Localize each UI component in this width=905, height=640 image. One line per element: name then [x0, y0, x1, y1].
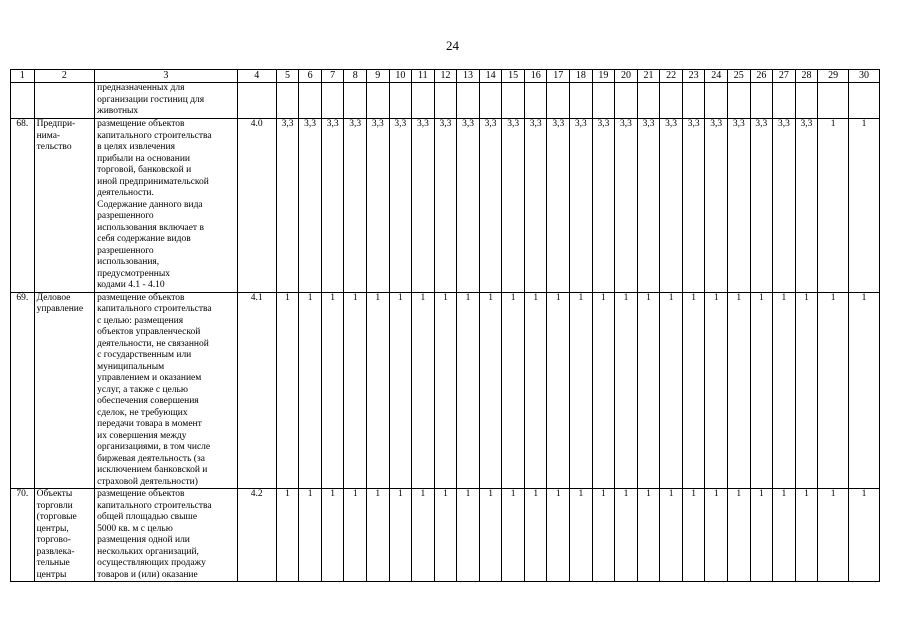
value-cell: 3,3: [660, 119, 683, 293]
value-cell: 1: [818, 119, 849, 293]
column-number-10: 10: [389, 70, 412, 83]
value-cell: 1: [682, 292, 705, 489]
row-number: 70.: [11, 489, 35, 582]
use-description: предназначенных для организации гостиниц для животных: [95, 83, 238, 119]
value-cell: [592, 83, 615, 119]
column-number-17: 17: [547, 70, 570, 83]
value-cell: 3,3: [705, 119, 728, 293]
value-cell: 1: [615, 489, 638, 582]
value-cell: [615, 83, 638, 119]
column-number-29: 29: [818, 70, 849, 83]
value-cell: [479, 83, 502, 119]
value-cell: [705, 83, 728, 119]
column-number-5: 5: [276, 70, 299, 83]
value-cell: [660, 83, 683, 119]
column-number-4: 4: [237, 70, 276, 83]
value-cell: [637, 83, 660, 119]
value-cell: 1: [524, 489, 547, 582]
column-number-12: 12: [434, 70, 457, 83]
value-cell: 3,3: [637, 119, 660, 293]
value-cell: 3,3: [457, 119, 480, 293]
use-name: Деловое управление: [34, 292, 95, 489]
column-number-26: 26: [750, 70, 773, 83]
value-cell: 1: [773, 292, 796, 489]
value-cell: 1: [434, 489, 457, 582]
value-cell: 1: [773, 489, 796, 582]
value-cell: 3,3: [321, 119, 344, 293]
column-number-27: 27: [773, 70, 796, 83]
value-cell: 1: [795, 292, 818, 489]
value-cell: [366, 83, 389, 119]
value-cell: 1: [818, 292, 849, 489]
land-use-table: [10, 69, 880, 582]
value-cell: [321, 83, 344, 119]
value-cell: [344, 83, 367, 119]
value-cell: 1: [299, 489, 322, 582]
value-cell: 1: [321, 292, 344, 489]
value-cell: [524, 83, 547, 119]
value-cell: 1: [366, 489, 389, 582]
column-number-8: 8: [344, 70, 367, 83]
value-cell: 1: [276, 489, 299, 582]
value-cell: 1: [750, 292, 773, 489]
value-cell: 1: [592, 489, 615, 582]
use-description: размещение объектов капитального строительства с целью: размещения объектов управленческой деятельности, не связанной с государственным или муниципальным управлением и оказанием услуг, а также с целью обеспечения совершения сделок, не требующих передачи товара в момент их совершения между организациями, в том числе биржевая деятельность (за исключением банковской и страховой деятельности): [95, 292, 238, 489]
value-cell: 1: [682, 489, 705, 582]
column-number-23: 23: [682, 70, 705, 83]
row-number: 69.: [11, 292, 35, 489]
value-cell: [727, 83, 750, 119]
use-code: 4.1: [237, 292, 276, 489]
column-number-13: 13: [457, 70, 480, 83]
value-cell: 3,3: [412, 119, 435, 293]
value-cell: 1: [727, 292, 750, 489]
table-row: [11, 489, 880, 582]
value-cell: 3,3: [795, 119, 818, 293]
table-row-continuation: [11, 83, 880, 119]
value-cell: 1: [795, 489, 818, 582]
use-name: Предпри- нима- тельство: [34, 119, 95, 293]
column-number-15: 15: [502, 70, 525, 83]
value-cell: 1: [705, 489, 728, 582]
value-cell: 1: [344, 292, 367, 489]
value-cell: 3,3: [344, 119, 367, 293]
use-code: 4.0: [237, 119, 276, 293]
value-cell: [237, 83, 276, 119]
value-cell: [795, 83, 818, 119]
value-cell: [299, 83, 322, 119]
table-row: [11, 292, 880, 489]
value-cell: 1: [457, 292, 480, 489]
column-number-24: 24: [705, 70, 728, 83]
value-cell: 3,3: [502, 119, 525, 293]
value-cell: 3,3: [389, 119, 412, 293]
column-number-row: [11, 70, 880, 83]
column-number-3: 3: [95, 70, 238, 83]
value-cell: 3,3: [682, 119, 705, 293]
row-number: [11, 83, 35, 119]
value-cell: 1: [412, 292, 435, 489]
value-cell: 1: [434, 292, 457, 489]
value-cell: [547, 83, 570, 119]
value-cell: [434, 83, 457, 119]
column-number-14: 14: [479, 70, 502, 83]
value-cell: [457, 83, 480, 119]
value-cell: [276, 83, 299, 119]
value-cell: 1: [727, 489, 750, 582]
column-number-30: 30: [848, 70, 879, 83]
value-cell: 1: [660, 489, 683, 582]
value-cell: 1: [570, 292, 593, 489]
value-cell: 1: [705, 292, 728, 489]
value-cell: 1: [276, 292, 299, 489]
value-cell: [818, 83, 849, 119]
table-row: [11, 119, 880, 293]
use-description: размещение объектов капитального строительства в целях извлечения прибыли на основании торговой, банковской и иной предпринимательской деятельности. Содержание данного вида разрешенного использования включает в себя содержание видов разрешенного использования, предусмотренных кодами 4.1 - 4.10: [95, 119, 238, 293]
value-cell: 1: [660, 292, 683, 489]
value-cell: 3,3: [547, 119, 570, 293]
value-cell: 1: [637, 489, 660, 582]
page-number: 24: [446, 38, 459, 53]
value-cell: 1: [366, 292, 389, 489]
column-number-16: 16: [524, 70, 547, 83]
value-cell: 1: [389, 489, 412, 582]
value-cell: 1: [321, 489, 344, 582]
use-name: Объекты торговли (торговые центры, торгово- развлека- тельные центры: [34, 489, 95, 582]
column-number-22: 22: [660, 70, 683, 83]
use-description: размещение объектов капитального строительства общей площадью свыше 5000 кв. м с целью размещения одной или нескольких организаций, осуществляющих продажу товаров и (или) оказание: [95, 489, 238, 582]
value-cell: [502, 83, 525, 119]
use-name: [34, 83, 95, 119]
value-cell: 3,3: [299, 119, 322, 293]
value-cell: 3,3: [615, 119, 638, 293]
value-cell: 1: [502, 292, 525, 489]
value-cell: [750, 83, 773, 119]
column-number-1: 1: [11, 70, 35, 83]
value-cell: 1: [637, 292, 660, 489]
value-cell: 3,3: [276, 119, 299, 293]
column-number-25: 25: [727, 70, 750, 83]
value-cell: 1: [412, 489, 435, 582]
value-cell: 1: [848, 292, 879, 489]
value-cell: 1: [750, 489, 773, 582]
value-cell: 1: [299, 292, 322, 489]
value-cell: 3,3: [524, 119, 547, 293]
column-number-6: 6: [299, 70, 322, 83]
value-cell: 1: [615, 292, 638, 489]
value-cell: [412, 83, 435, 119]
column-number-28: 28: [795, 70, 818, 83]
value-cell: 1: [524, 292, 547, 489]
value-cell: 1: [457, 489, 480, 582]
value-cell: 1: [547, 489, 570, 582]
value-cell: 3,3: [366, 119, 389, 293]
value-cell: [570, 83, 593, 119]
value-cell: 1: [502, 489, 525, 582]
value-cell: 3,3: [434, 119, 457, 293]
value-cell: 1: [848, 119, 879, 293]
value-cell: [773, 83, 796, 119]
value-cell: 3,3: [479, 119, 502, 293]
value-cell: [848, 83, 879, 119]
value-cell: [389, 83, 412, 119]
value-cell: 1: [848, 489, 879, 582]
column-number-7: 7: [321, 70, 344, 83]
value-cell: 1: [592, 292, 615, 489]
row-number: 68.: [11, 119, 35, 293]
value-cell: 3,3: [750, 119, 773, 293]
value-cell: 1: [389, 292, 412, 489]
column-number-18: 18: [570, 70, 593, 83]
column-number-21: 21: [637, 70, 660, 83]
value-cell: 3,3: [727, 119, 750, 293]
value-cell: [682, 83, 705, 119]
column-number-19: 19: [592, 70, 615, 83]
value-cell: 1: [479, 292, 502, 489]
column-number-9: 9: [366, 70, 389, 83]
column-number-2: 2: [34, 70, 95, 83]
value-cell: 1: [479, 489, 502, 582]
value-cell: 1: [547, 292, 570, 489]
value-cell: 1: [344, 489, 367, 582]
use-code: 4.2: [237, 489, 276, 582]
value-cell: 1: [818, 489, 849, 582]
value-cell: 3,3: [592, 119, 615, 293]
column-number-20: 20: [615, 70, 638, 83]
column-number-11: 11: [412, 70, 435, 83]
value-cell: 3,3: [570, 119, 593, 293]
value-cell: 3,3: [773, 119, 796, 293]
value-cell: 1: [570, 489, 593, 582]
